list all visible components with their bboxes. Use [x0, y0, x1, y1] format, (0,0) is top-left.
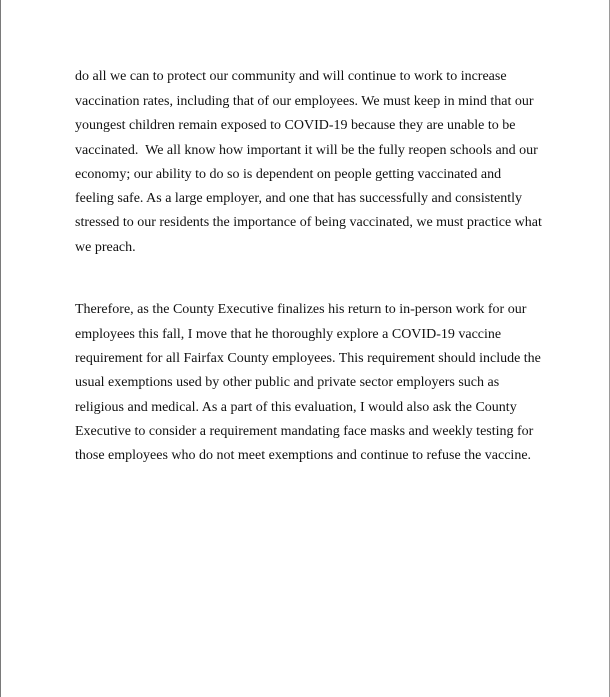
- paragraph-line: requirement for all Fairfax County employees. This requirement should include the: [75, 351, 541, 366]
- paragraph-line: stressed to our residents the importance of being vaccinated, we must practice what: [75, 215, 542, 230]
- paragraph-line: those employees who do not meet exemptions and continue to refuse the vaccine.: [75, 448, 532, 463]
- paragraph-line: vaccination rates, including that of our employees. We must keep in mind that our: [75, 94, 534, 109]
- paragraph-line: feeling safe. As a large employer, and one that has successfully and consistently: [75, 191, 523, 206]
- paragraph-line: employees this fall, I move that he thoroughly explore a COVID-19 vaccine: [75, 327, 502, 342]
- paragraph-line: youngest children remain exposed to COVID-19 because they are unable to be: [75, 118, 516, 133]
- paragraph-line: do all we can to protect our community and will continue to work to increase: [75, 69, 507, 84]
- paragraph-line: vaccinated. We all know how important it will be the fully reopen schools and our: [75, 143, 538, 158]
- paragraph-line: Therefore, as the County Executive finalizes his return to in-person work for our: [75, 302, 527, 317]
- paragraph-line: we preach.: [75, 240, 136, 255]
- paragraph-line: religious and medical. As a part of this evaluation, I would also ask the County: [75, 400, 517, 415]
- paragraph-line: usual exemptions used by other public and private sector employers such as: [75, 375, 500, 390]
- paragraph-line: economy; our ability to do so is dependent on people getting vaccinated and: [75, 167, 502, 182]
- paragraph-line: Executive to consider a requirement mandating face masks and weekly testing for: [75, 424, 534, 439]
